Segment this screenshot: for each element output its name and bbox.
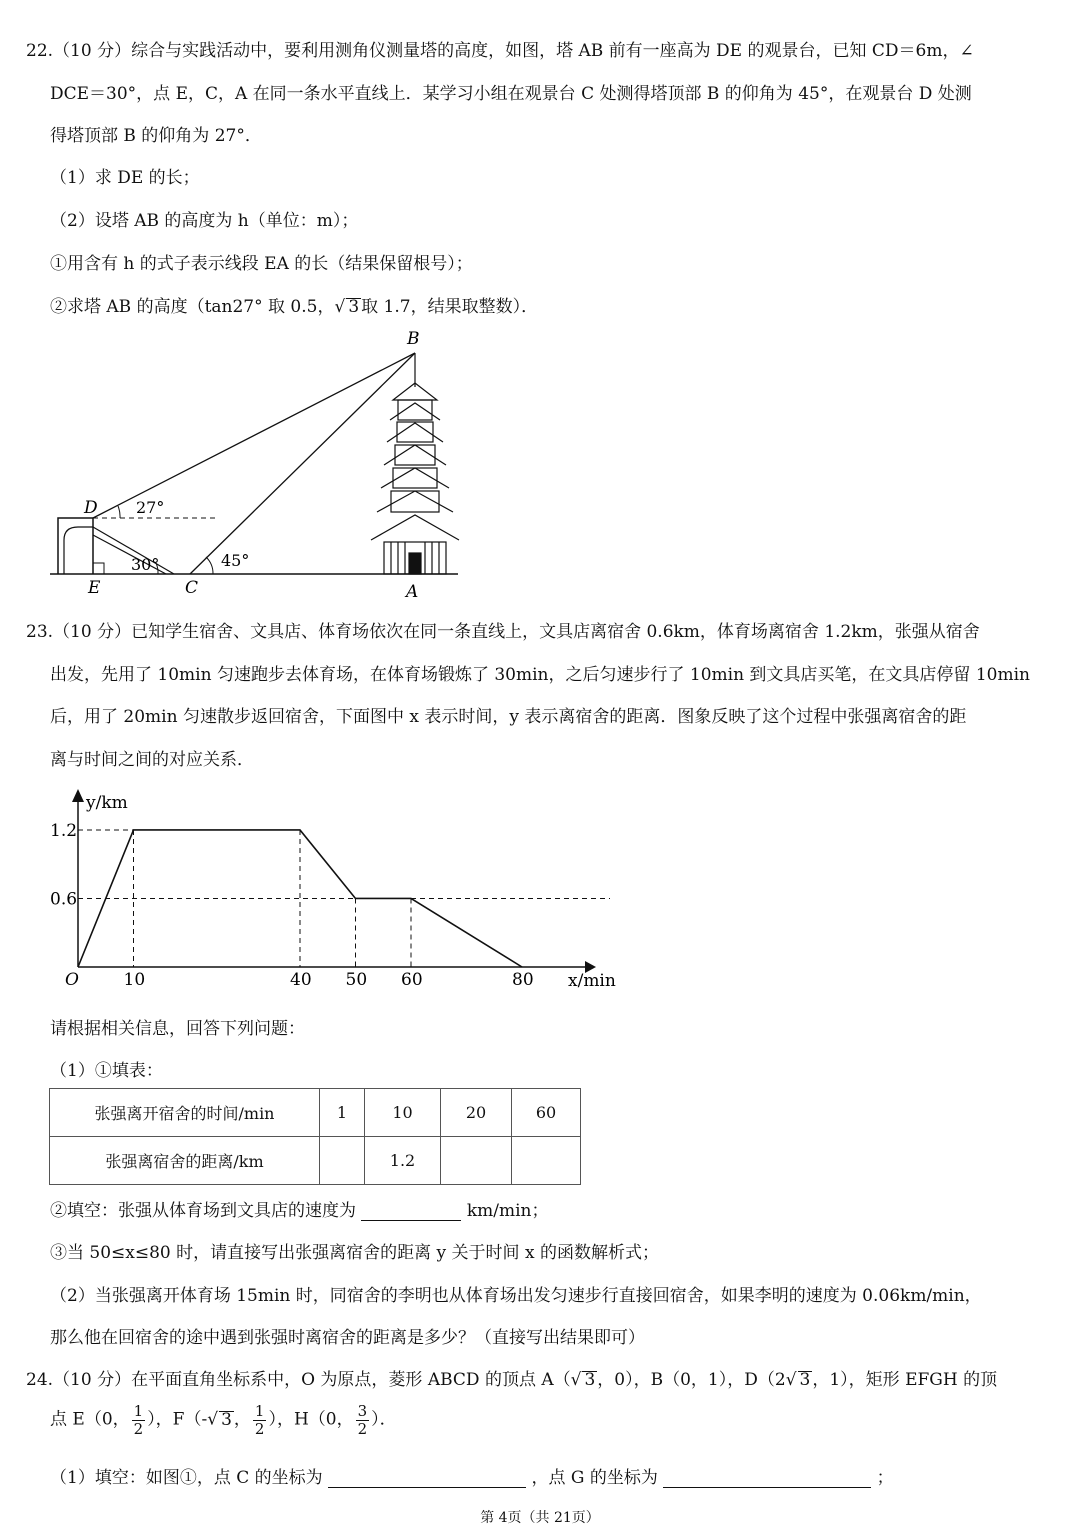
q22-sub2: （2）设塔 AB 的高度为 h（单位：m）； bbox=[50, 211, 359, 231]
distance-time-chart bbox=[40, 786, 630, 996]
table-cell: 1.2 bbox=[365, 1137, 441, 1185]
q24-sqrt-2: 3 bbox=[799, 1370, 811, 1390]
q24-line1: 24.（10 分）在平面直角坐标系中，O 为原点，菱形 ABCD 的顶点 A（√ 3 ，0），B（0，1），D（2√ 3 ，1），矩形 EFGH 的顶 bbox=[26, 1370, 998, 1390]
table-cell bbox=[320, 1137, 365, 1185]
angle-27: 27° bbox=[136, 498, 165, 517]
q24-l1-mid: ，0），B（0，1），D（2 bbox=[597, 1370, 786, 1390]
q24-l1-post: ，1），矩形 EFGH 的顶 bbox=[812, 1370, 998, 1390]
table-cell bbox=[441, 1137, 512, 1185]
q24-s1-mid: ，点 G 的坐标为 bbox=[531, 1468, 658, 1488]
fraction bbox=[132, 1403, 146, 1437]
table-cell: 60 bbox=[512, 1089, 581, 1137]
q23-sub1b-pre: ②填空：张强从体育场到文具店的速度为 bbox=[50, 1201, 356, 1221]
table-cell: 1 bbox=[320, 1089, 365, 1137]
q22-sub2b-post: 取 1.7，结果取整数）． bbox=[361, 297, 539, 317]
denominator: 2 bbox=[133, 1419, 144, 1438]
q24-l2-b: ），F（- bbox=[147, 1409, 208, 1430]
q22-sqrt-radicand: 3 bbox=[348, 297, 360, 317]
fraction bbox=[356, 1403, 370, 1437]
fill-table bbox=[49, 1088, 581, 1185]
y-tick-label: 1.2 bbox=[50, 820, 78, 841]
q23-sub2-line2: 那么他在回宿舍的途中遇到张强时离宿舍的距离是多少？（直接写出结果即可） bbox=[50, 1328, 645, 1348]
q23-after-chart: 请根据相关信息，回答下列问题： bbox=[50, 1019, 305, 1039]
table-cell: 10 bbox=[365, 1089, 441, 1137]
q23-sub1b bbox=[50, 1196, 548, 1221]
label-B: B bbox=[407, 329, 420, 349]
x-tick-label: 50 bbox=[345, 970, 368, 990]
q23-sub1c: ③当 50≤x≤80 时，请直接写出张强离宿舍的距离 y 关于时间 x 的函数解析式； bbox=[50, 1243, 659, 1263]
q23-sub2-line1: （2）当张强离开体育场 15min 时，同宿舍的李明也从体育场出发匀速步行直接回宿舍，如果李明的速度为 0.06km/min， bbox=[50, 1286, 982, 1306]
q23-line1: 23.（10 分）已知学生宿舍、文具店、体育场依次在同一条直线上，文具店离宿舍 0.6km，体育场离宿舍 1.2km，张强从宿舍 bbox=[26, 622, 980, 642]
x-tick-label: 60 bbox=[401, 970, 423, 990]
answer-blank[interactable] bbox=[361, 1200, 461, 1221]
q22-line1: 22.（10 分）综合与实践活动中，要利用测角仪测量塔的高度，如图，塔 AB 前有一座高为 DE 的观景台，已知 CD＝6m，∠ bbox=[26, 41, 974, 61]
x-tick-label: 10 bbox=[123, 970, 146, 990]
q22-line2: DCE＝30°，点 E，C，A 在同一条水平直线上．某学习小组在观景台 C 处测得塔顶部 B 的仰角为 45°，在观景台 D 处测 bbox=[50, 84, 972, 104]
label-C: C bbox=[185, 578, 199, 598]
y-axis-arrow bbox=[72, 789, 84, 802]
table-row-label: 张强离宿舍的距离/km bbox=[50, 1137, 320, 1185]
q24-l1-pre: 24.（10 分）在平面直角坐标系中，O 为原点，菱形 ABCD 的顶点 A（ bbox=[26, 1370, 571, 1390]
q24-l2-d: ），H（0， bbox=[268, 1409, 354, 1430]
table-cell: 20 bbox=[441, 1089, 512, 1137]
q22-sub2b: ②求塔 AB 的高度（tan27° 取 0.5，√ 3 取 1.7，结果取整数）． bbox=[50, 297, 539, 317]
q22-line3: 得塔顶部 B 的仰角为 27°． bbox=[50, 126, 262, 146]
table-row-label: 张强离开宿舍的时间/min bbox=[50, 1089, 320, 1137]
angle-30: 30° bbox=[131, 555, 160, 574]
answer-blank-g[interactable] bbox=[663, 1467, 871, 1488]
table-cell bbox=[512, 1137, 581, 1185]
angle-45: 45° bbox=[221, 551, 250, 570]
q23-sub1b-post: km/min； bbox=[466, 1201, 549, 1221]
x-axis-label: x/min bbox=[568, 971, 616, 991]
table-row bbox=[50, 1137, 581, 1185]
q24-l2-c: ， bbox=[233, 1409, 251, 1430]
q24-sub1 bbox=[50, 1463, 894, 1488]
table-row bbox=[50, 1089, 581, 1137]
q24-s1-pre: （1）填空：如图①，点 C 的坐标为 bbox=[50, 1468, 323, 1488]
q23-sub1: （1）①填表： bbox=[50, 1061, 163, 1081]
q24-sqrt-1: 3 bbox=[584, 1370, 596, 1390]
numerator: 1 bbox=[254, 1402, 265, 1420]
y-tick-label: 0.6 bbox=[50, 889, 78, 910]
q24-l2-e: ）． bbox=[371, 1409, 397, 1430]
denominator: 2 bbox=[254, 1419, 265, 1438]
q24-s1-post: ； bbox=[876, 1468, 894, 1488]
page-footer: 第 4页（共 21页） bbox=[480, 1510, 600, 1526]
tower-figure bbox=[48, 325, 468, 600]
label-D: D bbox=[84, 498, 98, 518]
q24-line2: 点 E（0， $\frac{1}{2}$ ），F（-√ 3 ， $\frac{1}{2}$ ），H（0， $\frac{3}{2}$ ）． bbox=[50, 1402, 397, 1438]
label-A: A bbox=[406, 582, 419, 600]
denominator: 2 bbox=[357, 1419, 368, 1438]
numerator: 3 bbox=[357, 1402, 368, 1420]
q22-sub2b-pre: ②求塔 AB 的高度（tan27° 取 0.5， bbox=[50, 297, 335, 317]
q24-l2-a: 点 E（0， bbox=[50, 1409, 130, 1430]
q23-line3: 后，用了 20min 匀速散步返回宿舍，下面图中 x 表示时间，y 表示离宿舍的距离．图象反映了这个过程中张强离宿舍的距 bbox=[50, 707, 967, 727]
q23-line4: 离与时间之间的对应关系． bbox=[50, 750, 254, 770]
q24-sqrt-3: 3 bbox=[221, 1409, 232, 1430]
q22-sub2a: ①用含有 h 的式子表示线段 EA 的长（结果保留根号）； bbox=[50, 254, 473, 274]
y-axis-label: y/km bbox=[86, 793, 128, 813]
answer-blank-c[interactable] bbox=[328, 1467, 526, 1488]
origin-label: O bbox=[65, 970, 79, 990]
fraction bbox=[253, 1403, 267, 1437]
q22-sub1: （1）求 DE 的长； bbox=[50, 168, 200, 188]
x-tick-label: 40 bbox=[290, 970, 312, 990]
numerator: 1 bbox=[133, 1402, 144, 1420]
x-tick-label: 80 bbox=[512, 970, 534, 990]
pagoda-icon bbox=[371, 353, 459, 574]
label-E: E bbox=[88, 578, 101, 598]
q23-line2: 出发，先用了 10min 匀速跑步去体育场，在体育场锻炼了 30min，之后匀速步行了 10min 到文具店买笔，在文具店停留 10min bbox=[50, 665, 1030, 685]
